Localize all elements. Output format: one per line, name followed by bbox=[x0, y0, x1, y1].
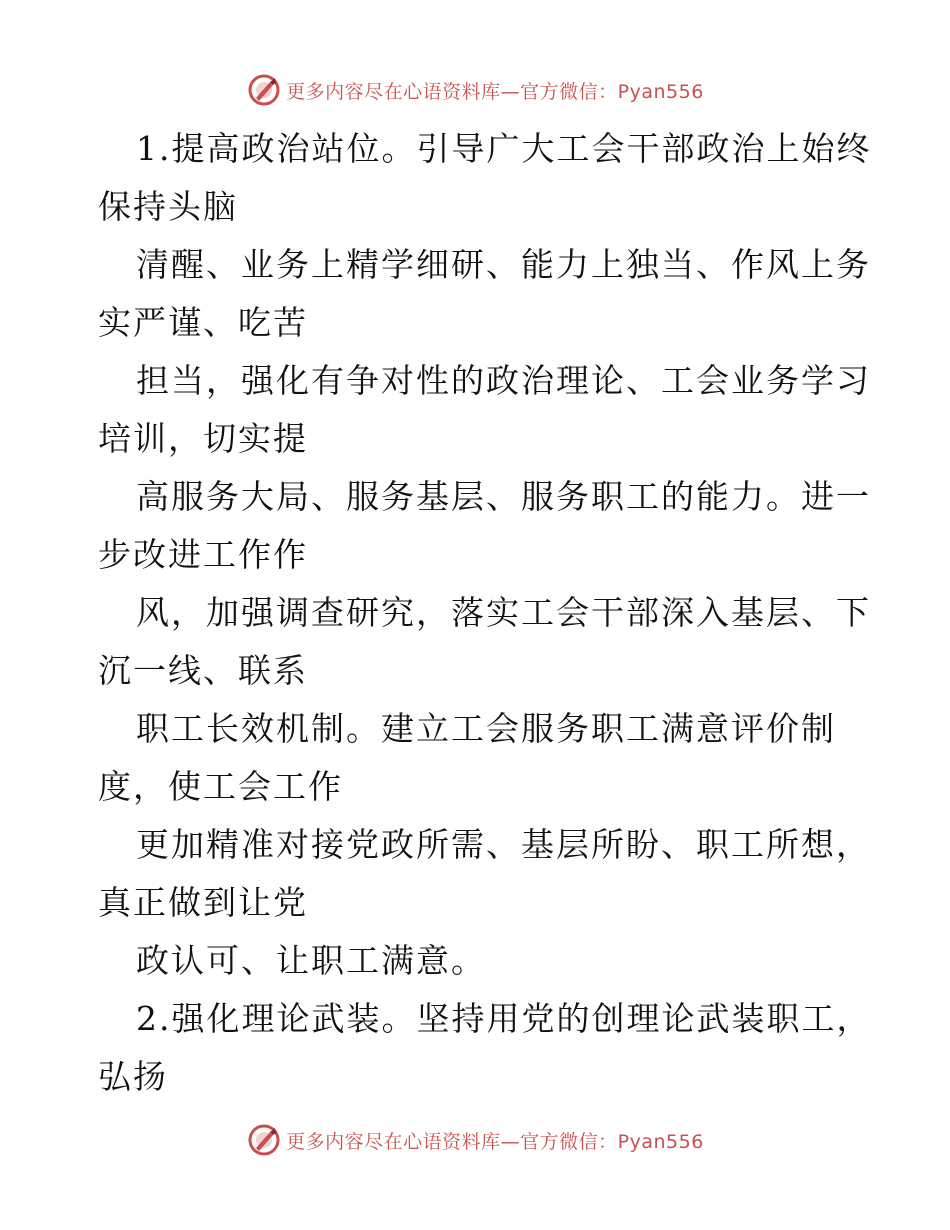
pen-nib-seal-icon bbox=[246, 1122, 282, 1158]
body-line: 风，加强调查研究，落实工会干部深入基层、下 bbox=[136, 593, 871, 632]
body-line: 保持头脑 bbox=[98, 187, 238, 226]
footer-banner-text: 更多内容尽在心语资料库—官方微信：Pyan556 bbox=[286, 1130, 704, 1153]
body-line: 步改进工作作 bbox=[98, 535, 308, 574]
body-line: 职工长效机制。建立工会服务职工满意评价制 bbox=[136, 709, 836, 748]
body-line: 沉一线、联系 bbox=[98, 651, 308, 690]
body-line: 弘扬 bbox=[98, 1057, 168, 1096]
body-line: 更加精准对接党政所需、基层所盼、职工所想， bbox=[136, 825, 871, 864]
body-line: 高服务大局、服务基层、服务职工的能力。进一 bbox=[136, 477, 871, 516]
footer-banner bbox=[0, 1118, 950, 1162]
body-line: 政认可、让职工满意。 bbox=[136, 941, 486, 980]
body-line: 真正做到让党 bbox=[98, 883, 308, 922]
header-banner-text: 更多内容尽在心语资料库—官方微信：Pyan556 bbox=[286, 80, 704, 103]
header-banner bbox=[0, 68, 950, 112]
body-line: 担当，强化有争对性的政治理论、工会业务学习 bbox=[136, 361, 871, 400]
body-line: 度，使工会工作 bbox=[98, 767, 343, 806]
body-line: 2.强化理论武装。坚持用党的创理论武装职工， bbox=[136, 999, 872, 1038]
document-body bbox=[98, 120, 872, 1106]
pen-nib-seal-icon bbox=[246, 72, 282, 108]
body-line: 培训，切实提 bbox=[98, 419, 308, 458]
body-line: 1.提高政治站位。引导广大工会干部政治上始终 bbox=[136, 129, 872, 168]
body-line: 实严谨、吃苦 bbox=[98, 303, 308, 342]
body-line: 清醒、业务上精学细研、能力上独当、作风上务 bbox=[136, 245, 871, 284]
